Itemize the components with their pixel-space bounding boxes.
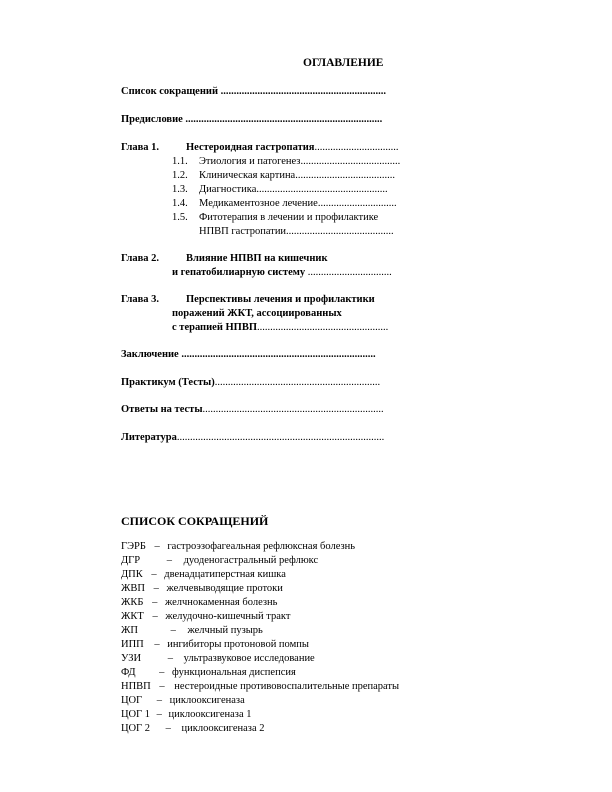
toc-section-1-2[interactable]: Клиническая картина......................................	[199, 170, 395, 181]
abbr-row	[121, 541, 355, 554]
toc-entry-practicum-dots: ...............................................................	[214, 377, 381, 388]
toc-chapter-1-label: Глава 1.	[121, 142, 160, 153]
abbr-definition: ультразвуковое исследование	[183, 653, 315, 664]
abbr-dash: –	[154, 639, 160, 650]
abbr-term: ЦОГ	[121, 695, 143, 706]
toc-entry-practicum-text: Практикум (Тесты)	[121, 377, 215, 388]
abbr-definition: циклооксигеназа 2	[181, 723, 265, 734]
toc-chapter-2-line2[interactable]	[172, 267, 392, 280]
toc-chapter-2-line1[interactable]: Влияние НПВП на кишечник	[186, 253, 328, 264]
abbr-dash: –	[159, 681, 165, 692]
toc-chapter-3-line3-text: с терапией НПВП	[172, 322, 257, 333]
toc-chapter-2-dots: ................................	[305, 267, 392, 278]
abbr-dash: –	[167, 653, 174, 664]
abbr-dash: –	[156, 695, 162, 706]
abbr-row	[121, 555, 318, 568]
toc-section-1-5-line2[interactable]: НПВП гастропатии.........................................	[199, 226, 394, 237]
toc-chapter-3-line2[interactable]: поражений ЖКТ, ассоциированных	[172, 308, 342, 319]
toc-section-1-5-line1[interactable]: Фитотерапия в лечении и профилактике	[199, 212, 379, 223]
abbr-row	[121, 625, 263, 638]
abbr-term: ЖП	[121, 625, 138, 636]
abbr-definition: желчнокаменная болезнь	[164, 597, 278, 608]
toc-chapter-1-title: Нестероидная гастропатия	[186, 142, 315, 153]
toc-section-1-2-num: 1.2.	[172, 170, 188, 181]
abbr-term: ЦОГ 2	[121, 723, 150, 734]
toc-section-1-3[interactable]: Диагностика..................................................	[199, 184, 388, 195]
toc-chapter-3-line3[interactable]	[172, 322, 388, 335]
toc-section-1-1[interactable]: Этиология и патогенез......................................	[199, 156, 401, 167]
abbr-definition: двенадцатиперстная кишка	[164, 569, 286, 580]
abbr-definition: ингибиторы протоновой помпы	[167, 639, 309, 650]
abbr-dash: –	[156, 709, 162, 720]
toc-entry-literature-text: Литература	[121, 432, 177, 443]
abbr-dash: –	[152, 611, 158, 622]
toc-section-1-4[interactable]: Медикаментозное лечение..............................	[199, 198, 397, 209]
abbr-row	[121, 653, 315, 666]
toc-entry-abbreviations-text: Список сокращений ...............................................................	[121, 86, 386, 97]
abbr-dash: –	[165, 723, 171, 734]
abbr-row	[121, 583, 283, 596]
abbr-dash: –	[159, 667, 165, 678]
toc-title: ОГЛАВЛЕНИЕ	[303, 57, 384, 69]
abbr-row	[121, 597, 277, 610]
abbr-dash: –	[154, 541, 160, 552]
toc-entry-conclusion[interactable]	[121, 349, 376, 362]
toc-chapter-3-dots: ..................................................	[257, 322, 389, 333]
abbr-dash: –	[153, 583, 159, 594]
abbr-row	[121, 709, 251, 722]
abbr-term: ФД	[121, 667, 136, 678]
abbr-definition: дуоденогастральный рефлюкс	[183, 555, 319, 566]
toc-section-1-5-num: 1.5.	[172, 212, 188, 223]
abbr-row	[121, 667, 296, 680]
toc-entry-answers-text: Ответы на тесты	[121, 404, 203, 415]
abbr-definition: циклооксигеназа	[169, 695, 245, 706]
abbr-definition: желудочно-кишечный тракт	[165, 611, 291, 622]
abbr-term: ЖКТ	[121, 611, 144, 622]
abbr-term: ГЭРБ	[121, 541, 146, 552]
toc-section-1-3-num: 1.3.	[172, 184, 188, 195]
abbr-row	[121, 639, 309, 652]
toc-chapter-1-dots: ................................	[314, 142, 399, 153]
toc-entry-abbreviations[interactable]	[121, 86, 386, 99]
toc-chapter-3-line1[interactable]: Перспективы лечения и профилактики	[186, 294, 375, 305]
abbr-definition: желчный пузырь	[187, 625, 263, 636]
toc-entry-literature[interactable]	[121, 432, 384, 445]
abbr-row	[121, 723, 264, 736]
abbr-term: ЖВП	[121, 583, 145, 594]
abbr-dash: –	[170, 625, 176, 636]
abbr-row	[121, 611, 290, 624]
abbr-definition: гастроэзофагеальная рефлюксная болезнь	[167, 541, 356, 552]
abbr-definition: функциональная диспепсия	[172, 667, 296, 678]
abbr-row	[121, 569, 286, 582]
toc-section-1-1-num: 1.1.	[172, 156, 188, 167]
abbr-dash: –	[152, 597, 158, 608]
abbr-definition: желчевыводящие протоки	[166, 583, 283, 594]
abbr-term: ЦОГ 1	[121, 709, 150, 720]
abbr-term: ДГР	[121, 555, 141, 566]
toc-chapter-2-label: Глава 2.	[121, 253, 160, 264]
toc-chapter-3-label: Глава 3.	[121, 294, 160, 305]
abbr-term: ДПК	[121, 569, 143, 580]
abbreviations-title: СПИСОК СОКРАЩЕНИЙ	[121, 514, 269, 528]
toc-entry-answers[interactable]	[121, 404, 384, 417]
abbr-term: УЗИ	[121, 653, 142, 664]
abbr-term: НПВП	[121, 681, 151, 692]
abbr-row	[121, 681, 399, 694]
toc-chapter-1[interactable]	[186, 142, 398, 155]
abbr-term: ЖКБ	[121, 597, 144, 608]
toc-entry-answers-dots: .....................................................................	[202, 404, 384, 415]
toc-entry-practicum[interactable]	[121, 377, 380, 390]
toc-section-1-4-num: 1.4.	[172, 198, 188, 209]
toc-entry-preface[interactable]	[121, 114, 382, 127]
abbr-definition: циклооксигеназа 1	[168, 709, 252, 720]
toc-entry-preface-text: Предисловие ...........................................................................	[121, 114, 383, 125]
abbr-row	[121, 695, 245, 708]
abbr-term: ИПП	[121, 639, 144, 650]
abbr-definition: нестероидные противовоспалительные препараты	[174, 681, 400, 692]
toc-entry-literature-dots: ...............................................................................	[176, 432, 385, 443]
toc-entry-conclusion-text: Заключение ..........................................................................	[121, 349, 376, 360]
abbr-dash: –	[166, 555, 172, 566]
abbr-dash: –	[151, 569, 157, 580]
toc-chapter-2-line2-text: и гепатобилиарную систему	[172, 267, 306, 278]
